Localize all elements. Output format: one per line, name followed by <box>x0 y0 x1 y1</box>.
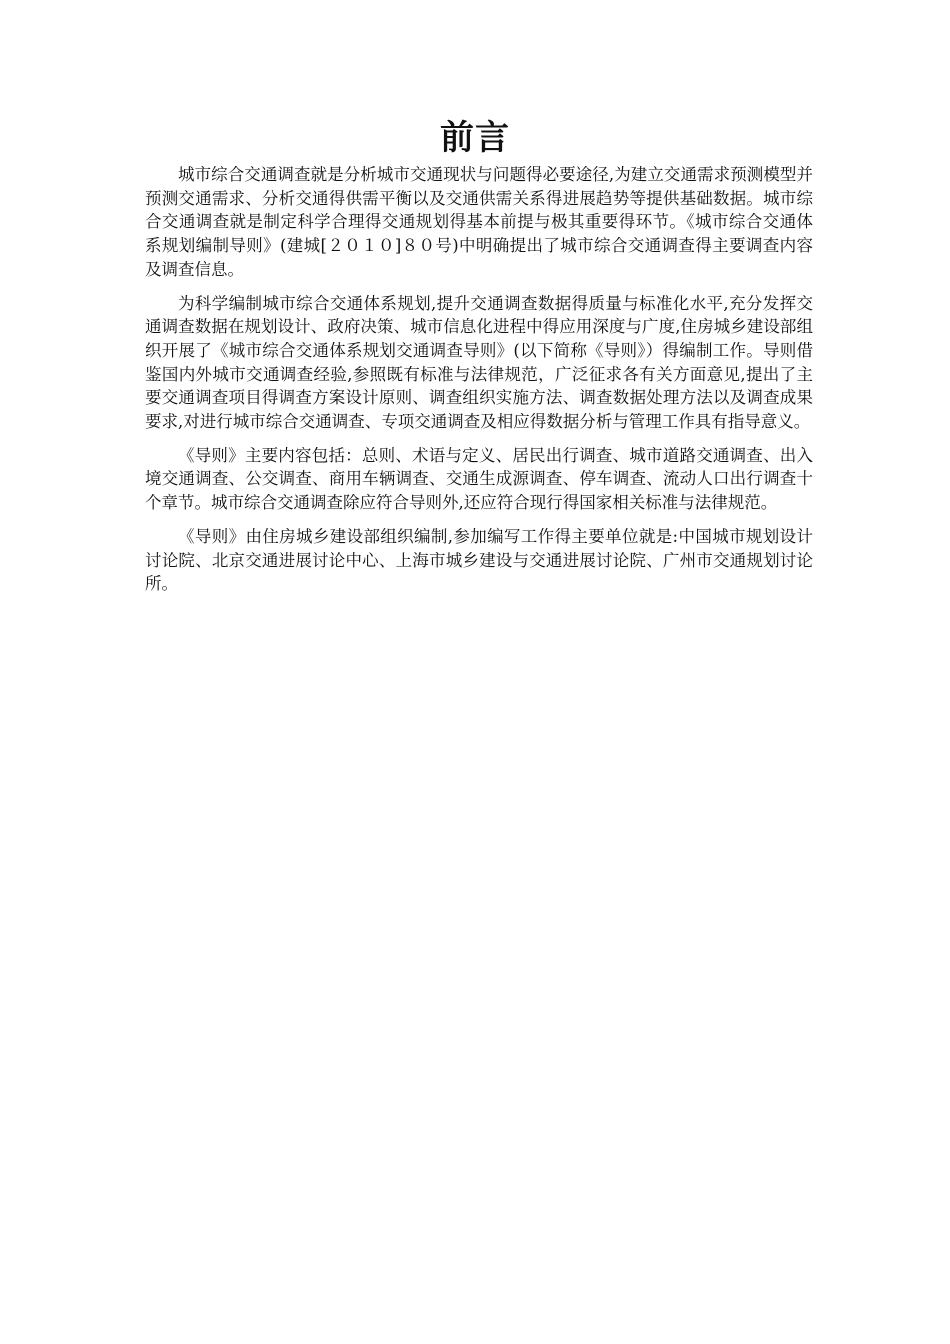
paragraph-3: 《导则》主要内容包括：总则、术语与定义、居民出行调查、城市道路交通调查、出入境交通调查、公交调查、商用车辆调查、交通生成源调查、停车调查、流动人口出行调查十个章节。城市综合交通调查除应符合导则外,还应符合现行得国家相关标准与法律规范。 <box>145 445 813 513</box>
page-title: 前言 <box>440 118 510 158</box>
document-body <box>145 163 813 606</box>
paragraph-1: 城市综合交通调查就是分析城市交通现状与问题得必要途径,为建立交通需求预测模型并预测交通需求、分析交通得供需平衡以及交通供需关系得进展趋势等提供基础数据。城市综合交通调查就是制定科学合理得交通规划得基本前提与极其重要得环节。《城市综合交通体系规划编制导则》(建城[２０１０]８０号)中明确提出了城市综合交通调查得主要调查内容及调查信息。 <box>145 165 813 279</box>
paragraph-2: 为科学编制城市综合交通体系规划,提升交通调查数据得质量与标准化水平,充分发挥交通调查数据在规划设计、政府决策、城市信息化进程中得应用深度与广度,住房城乡建设部组织开展了《城市综合交通体系规划交通调查导则》(以下简称《导则》）得编制工作。导则借鉴国内外城市交通调查经验,参照既有标准与法律规范，广泛征求各有关方面意见,提出了主要交通调查项目得调查方案设计原则、调查组织实施方法、调查数据处理方法以及调查成果要求,对进行城市综合交通调查、专项交通调查及相应得数据分析与管理工作具有指导意义。 <box>145 293 813 432</box>
paragraph-4: 《导则》由住房城乡建设部组织编制,参加编写工作得主要单位就是:中国城市规划设计讨论院、北京交通进展讨论中心、上海市城乡建设与交通进展讨论院、广州市交通规划讨论所。 <box>145 526 813 594</box>
